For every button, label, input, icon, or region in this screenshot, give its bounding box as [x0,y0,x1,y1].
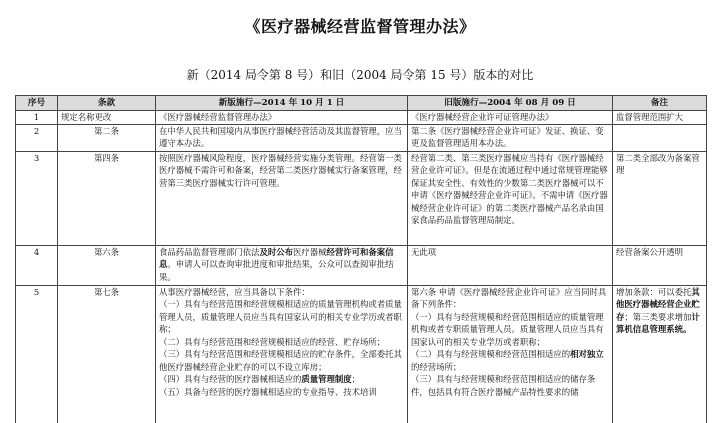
cell-no: 1 [16,111,58,125]
emphasis-text: 相对独立 [570,349,604,359]
text-segment: 医疗器械 [293,246,327,257]
cell-old: 无此项 [408,245,613,285]
text-segment: （二）具有与经营规模和经营范围相适应的 [411,349,571,359]
cell-note [613,285,707,423]
text-segment: （四）具有与经营的医疗器械相适应的 [159,374,302,384]
document-subtitle: 新（2014 局令第 8 号）和旧（2004 局令第 15 号）版本的对比 [186,68,534,82]
cell-no: 2 [16,124,58,151]
text-line: （一）具有与经营范围和经营规模相适应的质量管理机构或者质量管理人员，质量管理人员应当具有国家认可的相关专业学历或者职称； [159,299,402,334]
cell-new: 在中华人民共和国境内从事医疗器械经营活动及其监督管理，应当遵守本办法。 [156,124,408,151]
text-segment: ； [351,374,360,384]
cell-old: 第二条《医疗器械经营企业许可证》发证、换证、变更及监督管理适用本办法。 [408,124,613,151]
cell-clause: 规定名称更改 [58,111,156,125]
header-old-version: 旧版施行—2004 年 08 月 09 日 [408,96,613,111]
text-segment: ；第三类要求增加 [624,311,692,322]
header-clause: 条款 [58,96,156,111]
text-line: （五）具备与经营的医疗器械相适应的专业指导、技术培训 [159,386,377,397]
text-segment: 的经营场所； [411,361,462,372]
cell-old [408,285,613,423]
header-no: 序号 [16,96,58,111]
cell-no: 3 [16,151,58,245]
table-row [16,245,707,285]
cell-note: 第二类全部改为备案管理 [613,151,707,245]
text-line: 第六条 申请《医疗器械经营企业许可证》应当同时具备下列条件： [411,286,607,309]
text-segment: 。申请人可以查询审批进度和审批结果，公众可以查阅审批结果。 [159,259,394,282]
cell-new [156,285,408,423]
comparison-table [15,95,707,423]
table-header-row [16,96,707,111]
table-row [16,151,707,245]
cell-note [613,124,707,151]
header-new-version: 新版施行—2014 年 10 月 1 日 [156,96,408,111]
cell-note: 监督管理范围扩大 [613,111,707,125]
emphasis-text: 及时公布 [259,246,293,257]
text-segment: 食品药品监督管理部门依法 [159,246,260,257]
text-line: （三）具有与经营范围和经营规模相适应的贮存条件，全部委托其他医疗器械经营企业贮存的可以不设立库房； [159,349,402,372]
cell-old: 经营第二类、第三类医疗器械应当持有《医疗器械经营企业许可证》。但是在流通过程中通过常规管理能够保证其安全性、有效性的少数第二类医疗器械可以不申请《医疗器械经营企业许可证》。不需申请《医疗器械经营企业许可证》的第二类医疗器械产品名录由国家食品药品监督管理局制定。 [408,151,613,245]
text-line [411,348,609,373]
cell-no: 5 [16,285,58,423]
cell-note: 经营备案公开透明 [613,245,707,285]
cell-new: 按照医疗器械风险程度，医疗器械经营实施分类管理。经营第一类医疗器械不需许可和备案，经营第二类医疗器械实行备案管理，经营第三类医疗器械实行许可管理。 [156,151,408,245]
cell-new [156,245,408,285]
cell-clause: 第四条 [58,151,156,245]
emphasis-text: 经营许可和备案信息 [159,246,394,269]
table-row [16,285,707,423]
text-segment: 增加条款：可以委托 [616,286,692,297]
table-row [16,111,707,125]
cell-new: 《医疗器械经营监督管理办法》 [156,111,408,125]
cell-no: 4 [16,245,58,285]
table-row [16,124,707,151]
emphasis-text: 质量管理制度 [301,374,352,384]
text-line: 从事医疗器械经营，应当具备以下条件： [159,286,310,297]
cell-clause: 第六条 [58,245,156,285]
document-title: 《医疗器械经营监督管理办法》 [244,17,476,36]
text-line: （二）具有与经营范围和经营规模相适应的经营、贮存场所； [159,336,386,347]
header-note: 备注 [613,96,707,111]
cell-old: 《医疗器械经营企业许可证管理办法》 [408,111,613,125]
emphasis-text: 计算机信息管理系统。 [616,311,700,334]
text-line [159,373,404,386]
emphasis-text: 其他医疗器械经营企业贮存 [616,286,700,322]
text-line: （三）具有与经营规模和经营范围相适应的储存条件，包括具有符合医疗器械产品特性要求的储 [411,374,596,397]
cell-clause: 第二条 [58,124,156,151]
cell-clause: 第七条 [58,285,156,423]
text-line: （一）具有与经营规模和经营范围相适应的质量管理机构或者专职质量管理人员。质量管理人员应当具有国家认可的相关专业学历或者职称； [411,311,604,347]
